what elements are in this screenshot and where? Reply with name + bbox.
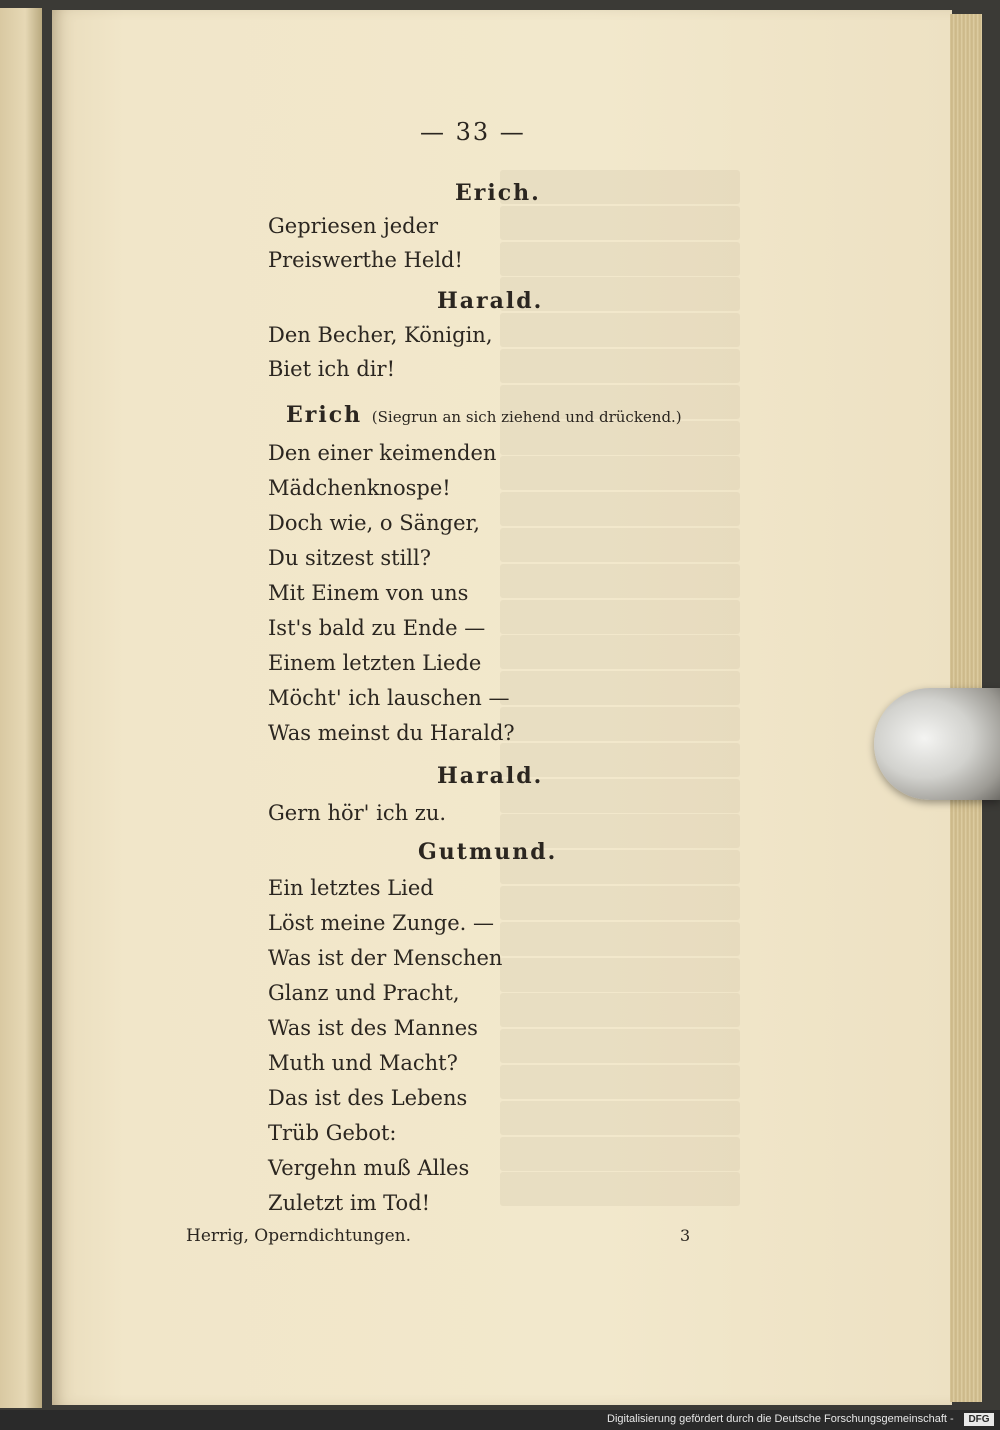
page-number: — 33 — xyxy=(420,118,526,146)
verse-line: Vergehn muß Alles xyxy=(268,1156,470,1180)
verse-line: Preiswerthe Held! xyxy=(268,248,463,272)
speaker-with-direction xyxy=(286,402,682,428)
verse-line: Was meinst du Harald? xyxy=(268,721,515,745)
left-page-edge xyxy=(0,8,42,1408)
verse-line: Den einer keimenden xyxy=(268,441,497,465)
verse-line: Möcht' ich lauschen — xyxy=(268,686,510,710)
digitization-credit: Digitalisierung gefördert durch die Deutsche Forschungsgemeinschaft - xyxy=(607,1413,954,1425)
verse-line: Das ist des Lebens xyxy=(268,1086,468,1110)
verse-line: Mit Einem von uns xyxy=(268,581,469,605)
verse-line: Mädchenknospe! xyxy=(268,476,451,500)
verse-line: Zuletzt im Tod! xyxy=(268,1191,431,1215)
verse-line: Den Becher, Königin, xyxy=(268,323,493,347)
dfg-logo: DFG xyxy=(964,1413,994,1426)
verse-line: Trüb Gebot: xyxy=(268,1121,397,1145)
verse-line: Was ist der Menschen xyxy=(268,946,503,970)
page-clip xyxy=(874,688,1000,800)
verse-line: Gern hör' ich zu. xyxy=(268,801,447,825)
verse-line: Muth und Macht? xyxy=(268,1051,458,1075)
speaker-name: Gutmund. xyxy=(418,839,558,865)
verse-line: Doch wie, o Sänger, xyxy=(268,511,480,535)
verse-line: Glanz und Pracht, xyxy=(268,981,460,1005)
verse-line: Was ist des Mannes xyxy=(268,1016,478,1040)
verse-line: Ist's bald zu Ende — xyxy=(268,616,486,640)
speaker-name: Erich. xyxy=(455,180,541,206)
speaker-name: Harald. xyxy=(437,763,544,789)
signature-mark: 3 xyxy=(680,1226,691,1245)
stage-direction: (Siegrun an sich ziehend und drückend.) xyxy=(371,408,682,426)
verse-line: Ein letztes Lied xyxy=(268,876,434,900)
verse-line: Du sitzest still? xyxy=(268,546,431,570)
verse-line: Einem letzten Liede xyxy=(268,651,482,675)
footer-title: Herrig, Operndichtungen. xyxy=(186,1226,412,1246)
verse-line: Gepriesen jeder xyxy=(268,214,439,238)
verse-line: Löst meine Zunge. — xyxy=(268,911,495,935)
verse-line: Biet ich dir! xyxy=(268,357,396,381)
speaker-name: Harald. xyxy=(437,288,544,314)
speaker-name: Erich xyxy=(286,402,372,428)
